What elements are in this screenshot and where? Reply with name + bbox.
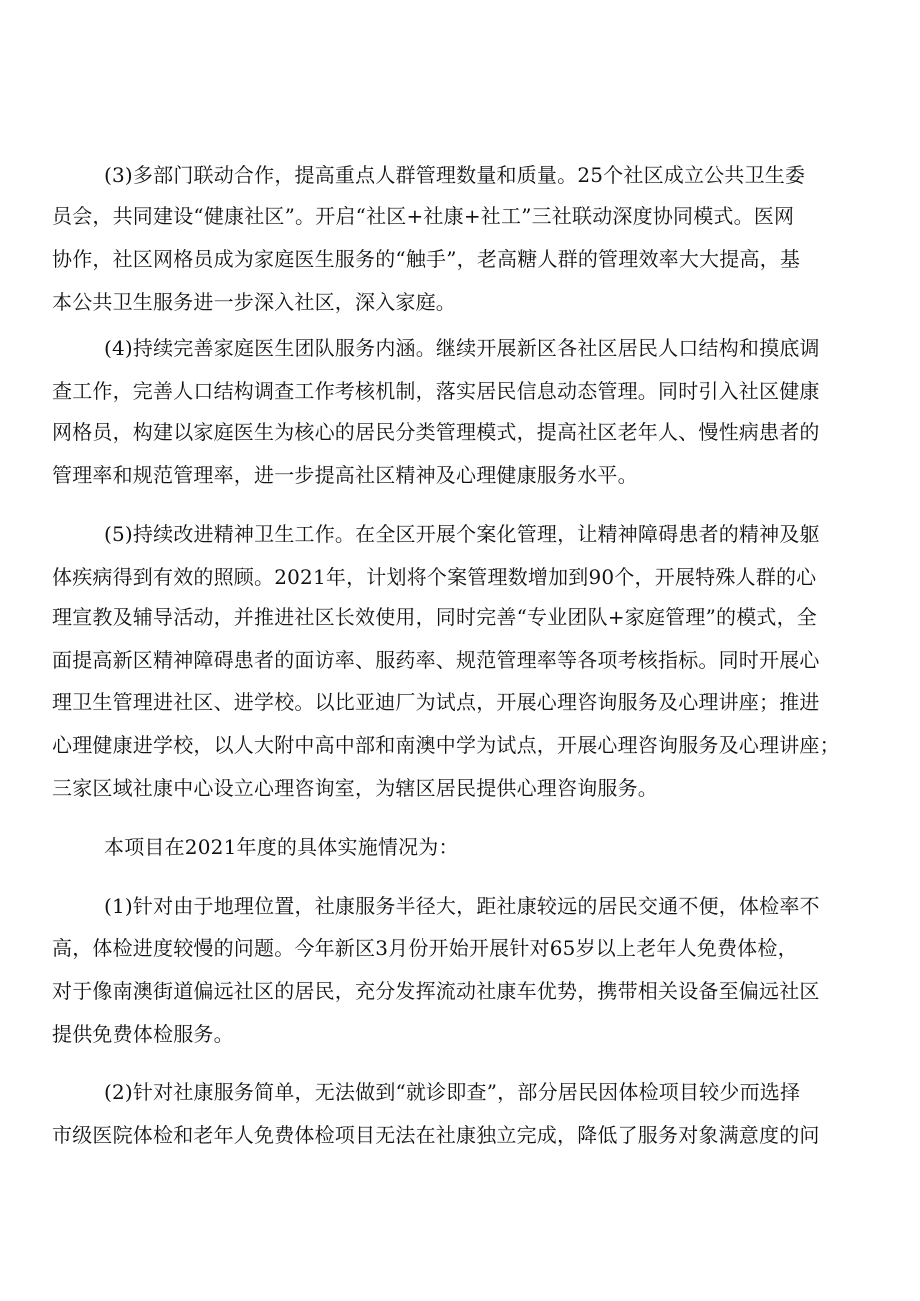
text-line: 心理健康进学校，以人大附中高中部和南澳中学为试点，开展心理咨询服务及心理讲座； <box>52 733 840 757</box>
text-line: 理卫生管理进社区、进学校。以比亚迪厂为试点，开展心理咨询服务及心理讲座；推进 <box>52 690 820 714</box>
text-line: 本项目在2021年度的具体实施情况为： <box>104 835 459 859</box>
text-line: 管理率和规范管理率，进一步提高社区精神及心理健康服务水平。 <box>52 463 638 487</box>
text-line: 对于像南澳街道偏远社区的居民，充分发挥流动社康车优势，携带相关设备至偏远社区 <box>52 979 820 1003</box>
text-line: 员会，共同建设“健康社区”。开启“社区+社康+社工”三社联动深度协同模式。医网 <box>52 204 795 228</box>
text-line: 面提高新区精神障碍患者的面访率、服药率、规范管理率等各项考核指标。同时开展心 <box>52 648 820 672</box>
text-line: (2)针对社康服务简单，无法做到“就诊即查”，部分居民因体检项目较少而选择 <box>104 1080 801 1104</box>
text-line: 体疾病得到有效的照顾。2021年，计划将个案管理数增加到90个，开展特殊人群的心 <box>52 565 817 589</box>
text-line: 提供免费体检服务。 <box>52 1022 234 1046</box>
text-line: 高，体检进度较慢的问题。今年新区3月份开始开展针对65岁以上老年人免费体检， <box>52 936 798 960</box>
text-line: 查工作，完善人口结构调查工作考核机制，落实居民信息动态管理。同时引入社区健康 <box>52 379 820 403</box>
text-line: 网格员，构建以家庭医生为核心的居民分类管理模式，提高社区老年人、慢性病患者的 <box>52 420 820 444</box>
text-line: 协作，社区网格员成为家庭医生服务的“触手”，老高糖人群的管理效率大大提高，基 <box>52 247 801 271</box>
text-line: 三家区域社康中心设立心理咨询室，为辖区居民提供心理咨询服务。 <box>52 776 658 800</box>
text-line: (5)持续改进精神卫生工作。在全区开展个案化管理，让精神障碍患者的精神及躯 <box>104 522 820 546</box>
text-line: 本公共卫生服务进一步深入社区，深入家庭。 <box>52 290 456 314</box>
text-line: (4)持续完善家庭医生团队服务内涵。继续开展新区各社区居民人口结构和摸底调 <box>104 336 820 360</box>
text-line: 理宣教及辅导活动，并推进社区长效使用，同时完善“专业团队+家庭管理”的模式，全 <box>52 605 818 629</box>
text-line: (3)多部门联动合作，提高重点人群管理数量和质量。25个社区成立公共卫生委 <box>104 163 806 187</box>
text-line: 市级医院体检和老年人免费体检项目无法在社康独立完成，降低了服务对象满意度的问 <box>52 1123 820 1147</box>
text-line: (1)针对由于地理位置，社康服务半径大，距社康较远的居民交通不便，体检率不 <box>104 894 820 918</box>
